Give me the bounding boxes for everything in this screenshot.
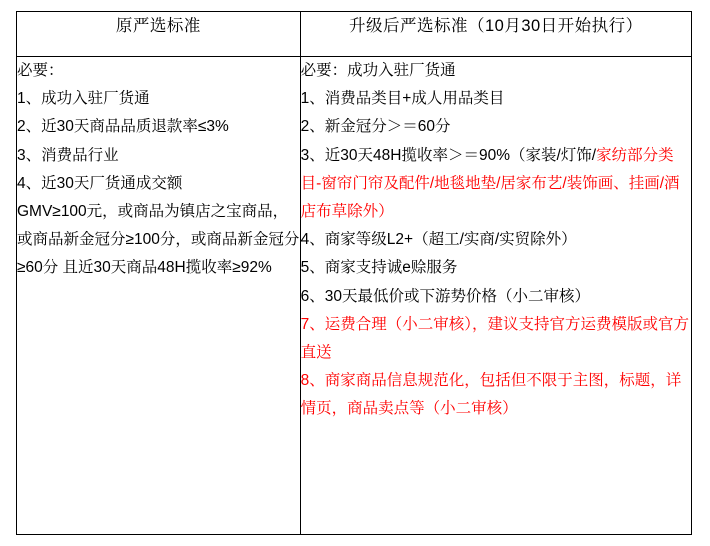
new-line-8: 8、商家商品信息规范化，包括但不限于主图，标题，详情页，商品卖点等（小二审核） — [300, 372, 682, 418]
new-line-7: 7、运费合理（小二审核），建议支持官方运费模版或官方直送 — [300, 315, 690, 362]
old-line-0: 必要： — [17, 62, 64, 79]
new-line-5: 5、商家支持诚e赊服务 — [300, 259, 458, 277]
cell-new-standard — [300, 57, 691, 535]
cell-old-standard — [17, 57, 301, 535]
old-line-2: 2、近30天商品品质退款率≤3% — [17, 118, 229, 136]
new-line-4: 4、商家等级L2+（超工/实商/实贸除外） — [300, 231, 577, 249]
old-line-4: 4、近30天厂货通成交额 — [17, 174, 183, 192]
comparison-table — [16, 11, 692, 535]
old-line-3: 3、消费品行业 — [17, 146, 119, 164]
new-line-2: 2、新金冠分＞＝60分 — [300, 118, 451, 136]
old-line-1: 1、成功入驻厂货通 — [17, 90, 150, 108]
new-line-3-prefix: 3、近30天48H揽收率＞＝90%（家装/灯饰/ — [300, 146, 597, 164]
new-line-3 — [301, 142, 691, 227]
new-line-6: 6、30天最低价或下游势价格（小二审核） — [300, 287, 591, 305]
header-new-standard: 升级后严选标准（10月30日开始执行） — [300, 12, 691, 57]
old-line-5: GMV≥100元，或商品为镇店之宝商品，或商品新金冠分≥100分，或商品新金冠分≥60分 且近30天商品48H揽收率≥92% — [17, 203, 300, 277]
new-line-1: 1、消费品类目+成人用品类目 — [300, 90, 505, 108]
table-header-row — [17, 12, 692, 57]
new-line-0: 必要：成功入驻厂货通 — [300, 62, 456, 79]
comparison-table-wrapper — [16, 11, 692, 535]
new-line-3-highlight: 家纺部分类目-窗帘门帘及配件/地毯地垫/居家布艺/装饰画、挂画/酒店布草除外） — [300, 146, 680, 221]
header-old-standard: 原严选标准 — [17, 12, 301, 57]
table-body-row — [17, 57, 692, 535]
